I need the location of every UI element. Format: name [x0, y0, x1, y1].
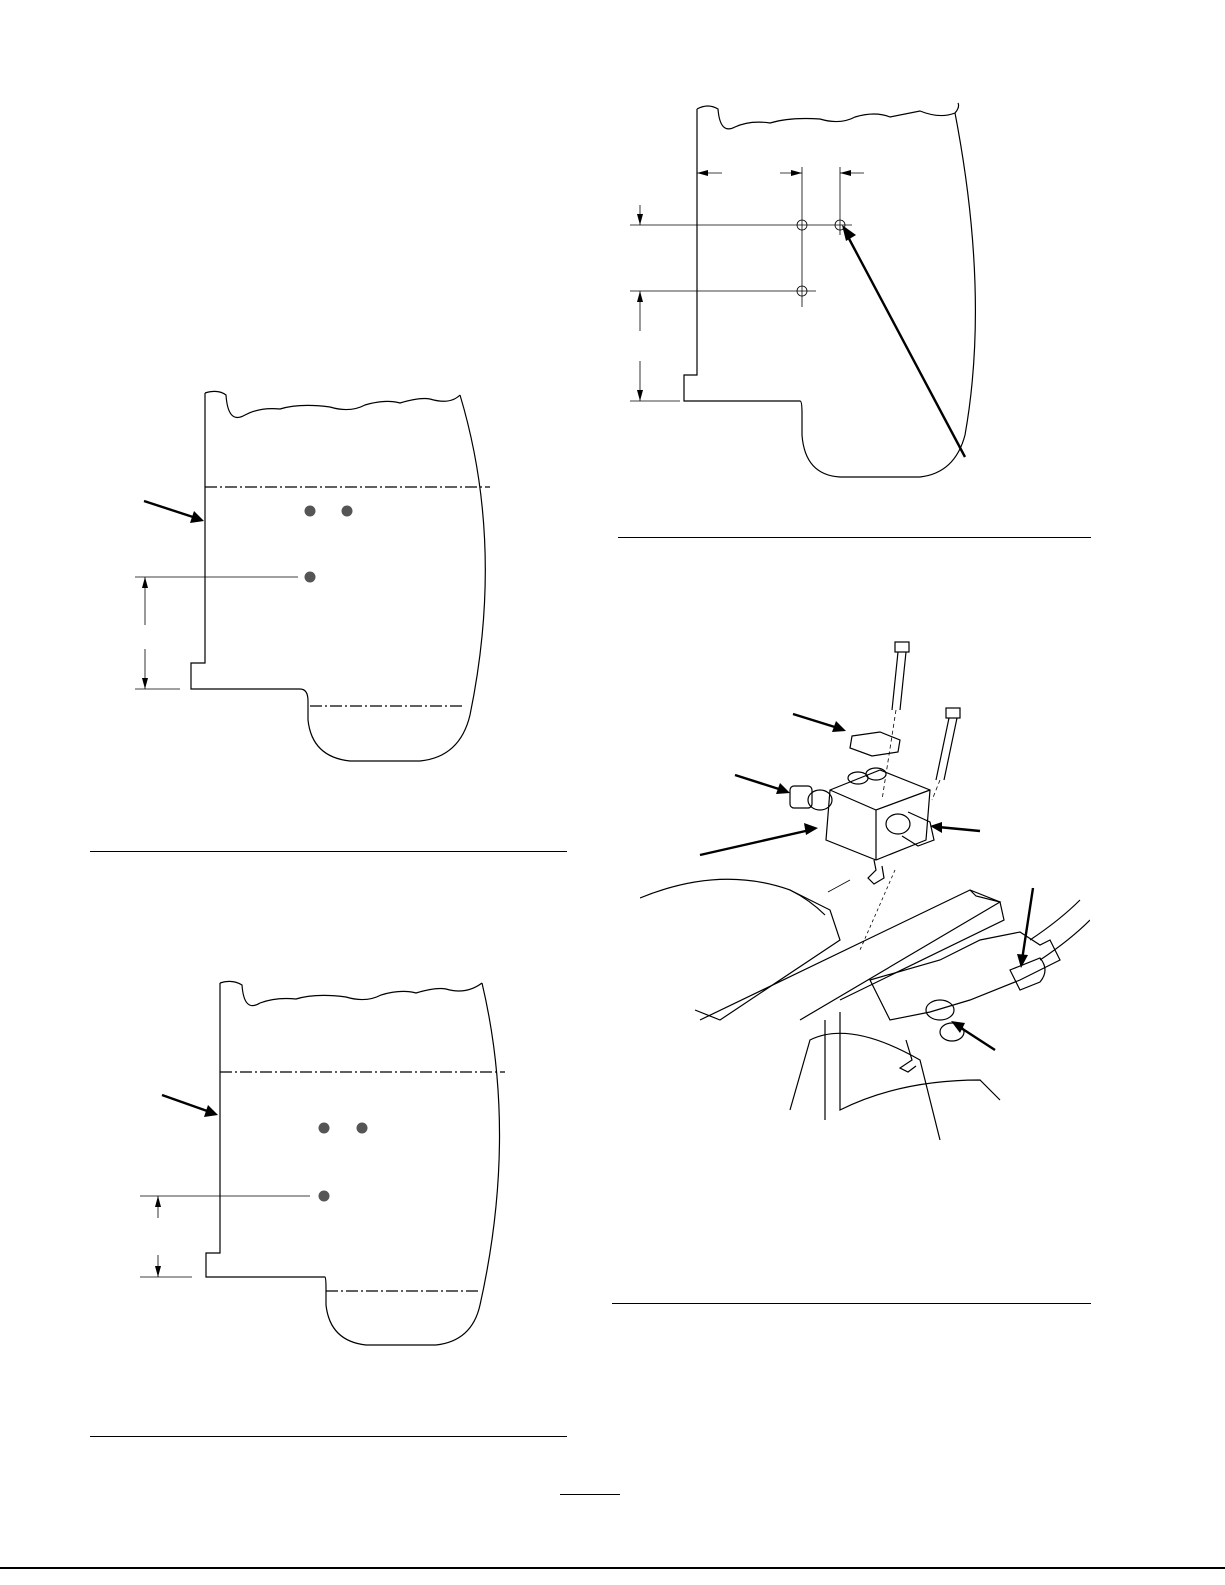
figure-bottom-left: [140, 975, 560, 1365]
figure-divider: [612, 1303, 1091, 1304]
hole-marker: [342, 506, 353, 517]
clamp: [850, 732, 900, 756]
figure-top-right: [620, 95, 1090, 495]
valve-assembly-illustration: [640, 640, 1090, 1160]
mounted-valve: [870, 900, 1090, 1072]
figure-bottom-right: [640, 640, 1090, 1160]
page-number-rule: [560, 1494, 620, 1495]
figure-mid-left: [130, 385, 550, 775]
footer-rule: [0, 1567, 1225, 1569]
hole-marker: [305, 506, 316, 517]
drilling-template-drawing-1: [130, 385, 550, 775]
figure-divider: [618, 537, 1091, 538]
bolt: [932, 708, 960, 800]
figure-divider: [90, 1436, 567, 1437]
hole-marker: [305, 572, 316, 583]
figure-divider: [90, 851, 567, 852]
hole-marker: [319, 1123, 330, 1134]
drilling-template-drawing-2: [140, 975, 560, 1365]
hole-marker: [319, 1191, 330, 1202]
hole-marker: [357, 1123, 368, 1134]
hole-layout-drawing: [620, 95, 1090, 495]
